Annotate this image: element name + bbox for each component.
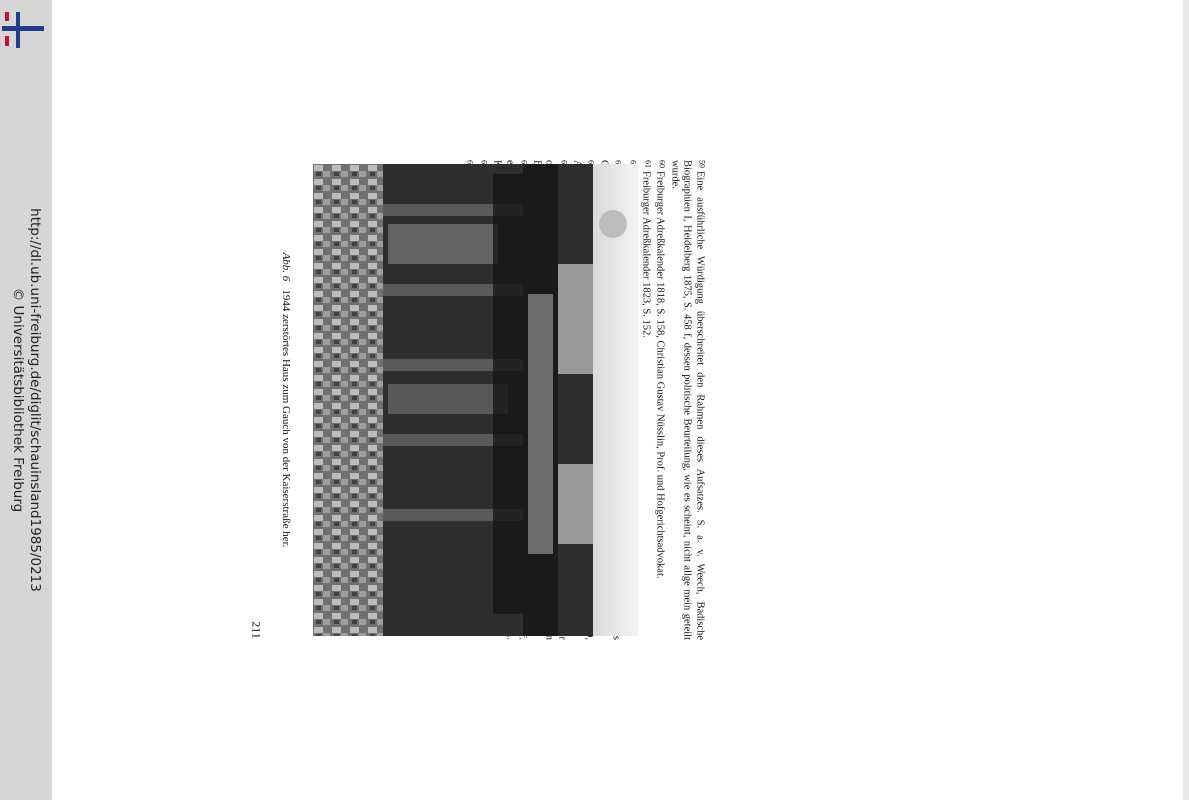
page-number: 211: [249, 621, 264, 639]
scrollbar[interactable]: [1183, 0, 1189, 800]
footnote-text: Eine ausführliche Würdigung überschreitet den Rahmen dieses Aufsatzes. S. a. v. Weech, Badische Biographien I, Heidelberg 1875, S. 458 f, dessen politische Beurteilung, wie es scheint, nicht allge mein geteilt wurde.: [669, 160, 706, 640]
copyright-notice: © Universitätsbibliothek Freiburg: [10, 287, 26, 513]
footnote-number: 60: [657, 160, 667, 168]
ruined-building-photo: [313, 164, 638, 636]
sidebar: [0, 0, 52, 800]
figure-caption-text: 1944 zerstörtes Haus zum Gauch von der Kaiserstraße her.: [280, 289, 292, 548]
footnote-text: Freiburger Adreßkalender 1818, S. 158, Christian Gustav Nüsslin, Prof. und Hofgerichtsadvokat.: [654, 171, 666, 579]
footnote: [638, 160, 653, 640]
footnote-number: 61: [642, 160, 652, 168]
figure-caption: [280, 253, 292, 548]
footnote-text: Freiburger Adreßkalender 1823, S. 152.: [639, 171, 651, 338]
source-url[interactable]: http://dl.ub.uni-freiburg.de/diglit/schauinsland1985/0213: [27, 208, 43, 592]
sidebar-text: [9, 208, 43, 592]
footnote-number: 59: [697, 160, 707, 168]
figure-label: Abb. 6: [280, 252, 292, 282]
footnote: [653, 160, 668, 640]
footnote: [668, 160, 708, 640]
university-library-logo-icon[interactable]: [2, 10, 44, 50]
